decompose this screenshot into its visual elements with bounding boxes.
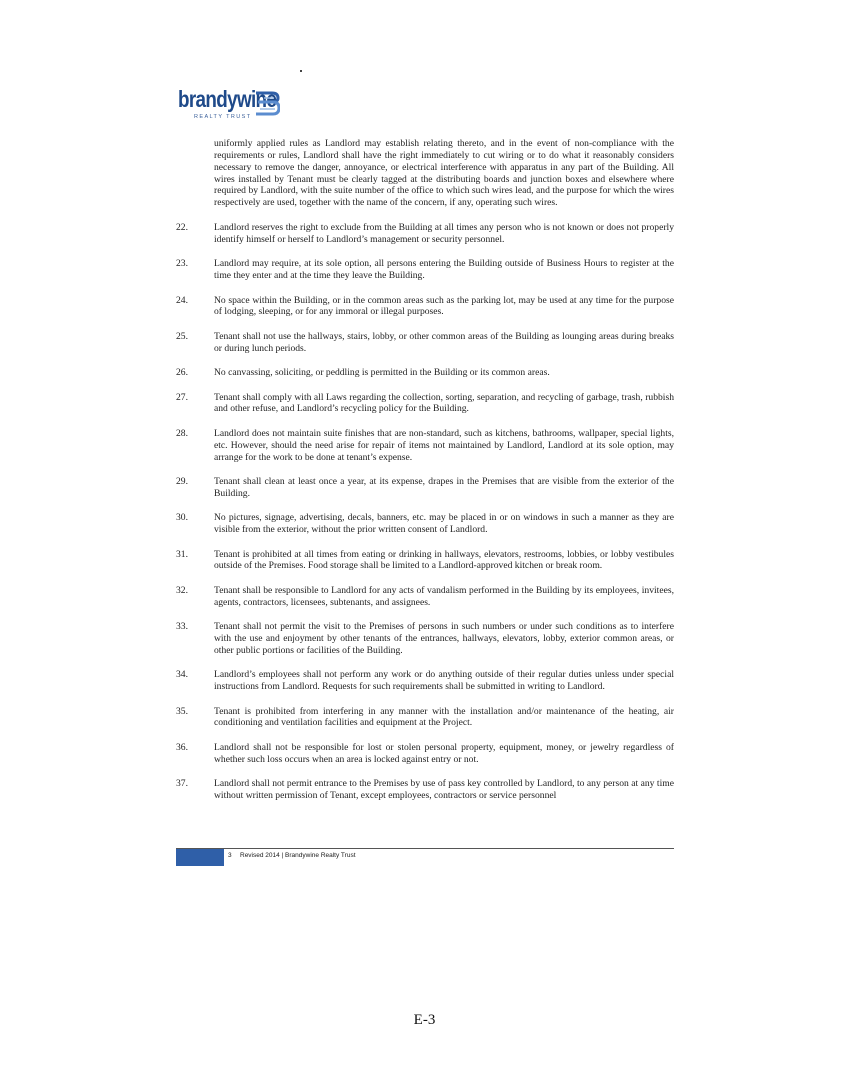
rule-number: 22. (176, 222, 188, 234)
rule-item (176, 549, 674, 573)
rule-text: No space within the Building, or in the common areas such as the parking lot, may be used at any time for the purpose of lodging, sleeping, or for any immoral or illegal purposes. (214, 294, 674, 318)
rule-text: Tenant shall not use the hallways, stairs, lobby, or other common areas of the Building as lounging areas during breaks or during lunch periods. (214, 330, 674, 354)
logo-wordmark: brandywine (178, 86, 277, 112)
rule-text: Landlord may require, at its sole option, all persons entering the Building outside of Business Hours to register at the time they enter and at the time they leave the Building. (214, 258, 674, 282)
rule-text: Tenant is prohibited from interfering in any manner with the installation and/or maintenance of the heating, air conditioning and ventilation facilities and equipment at the Project. (214, 705, 674, 729)
rule-item (176, 258, 674, 282)
rule-number: 26. (176, 367, 188, 379)
rule-text: Tenant shall be responsible to Landlord for any acts of vandalism performed in the Building by its employees, invitees, agents, contractors, licensees, subtenants, and assignees. (214, 584, 674, 608)
rule-number: 27. (176, 391, 188, 403)
rule-number: 36. (176, 741, 188, 753)
rule-item (176, 392, 674, 416)
rule-number: 28. (176, 427, 188, 439)
rule-text: No pictures, signage, advertising, decals, banners, etc. may be placed in or on windows in such a manner as they are visible from the exterior, without the prior written consent of Landlord. (214, 512, 674, 536)
footer-page-number: 3 (228, 852, 232, 859)
stray-mark (300, 70, 302, 72)
rule-text: Tenant shall comply with all Laws regarding the collection, sorting, separation, and recycling of garbage, trash, rubbish and other refuse, and Landlord’s recycling policy for the Building. (214, 391, 674, 415)
rule-text: Tenant shall not permit the visit to the Premises of persons in such numbers or under such conditions as to interfere with the use and enjoyment by other tenants of the entrances, hallways, elevators, lobby, exterior common areas, or other public portions or facilities of the Building. (214, 621, 674, 656)
rule-number: 35. (176, 705, 188, 717)
footer-text: Revised 2014 | Brandywine Realty Trust (240, 852, 356, 859)
rule-text: No canvassing, soliciting, or peddling is permitted in the Building or its common areas. (214, 367, 550, 379)
rules-list (176, 222, 674, 802)
rule-text: Tenant shall clean at least once a year, at its expense, drapes in the Premises that are visible from the exterior of the Building. (214, 476, 674, 499)
rule-number: 24. (176, 294, 188, 306)
rule-number: 29. (176, 476, 188, 488)
logo-tagline: REALTY TRUST (194, 114, 252, 120)
footer-divider (176, 848, 674, 849)
rule-number: 30. (176, 512, 188, 524)
rule-number: 34. (176, 669, 188, 681)
rule-text: Landlord reserves the right to exclude from the Building at all times any person who is not known or does not properly identify himself or herself to Landlord’s management or security personnel. (214, 222, 674, 245)
brandywine-logo (178, 86, 288, 130)
logo-swoosh-icon (254, 90, 280, 118)
rule-number: 31. (176, 548, 188, 560)
rule-item (176, 428, 674, 464)
rule-text: Landlord does not maintain suite finishes that are non-standard, such as kitchens, bathrooms, wallpaper, special lights, etc. However, should the need arise for repair of items not maintained by Landlord, Landlord at its sole option, may arrange for the work to be done at tenant’s expense. (214, 427, 674, 463)
rule-number: 37. (176, 778, 188, 790)
rule-text: Landlord shall not permit entrance to the Premises by use of pass key controlled by Landlord, to any person at any time without written permission of Tenant, except employees, contractors or service personnel (214, 778, 674, 801)
rule-number: 33. (176, 621, 188, 633)
page-label: E-3 (413, 1012, 436, 1028)
rule-item (176, 512, 674, 536)
rule-item (176, 476, 674, 500)
rule-text: Landlord’s employees shall not perform any work or do anything outside of their regular duties unless under special instructions from Landlord. Requests for such requirements shall be submitted in writing to Landlord. (214, 669, 674, 693)
rule-item (176, 295, 674, 319)
rule-item (176, 222, 674, 246)
rule-item (176, 331, 674, 355)
rule-item (176, 778, 674, 802)
rule-number: 23. (176, 258, 188, 270)
footer-accent-bar (176, 849, 224, 866)
rules-content (176, 138, 674, 814)
rule-item (176, 621, 674, 657)
rule-item (176, 742, 674, 766)
lead-paragraph: uniformly applied rules as Landlord may establish relating thereto, and in the event of non-compliance with the requirements or rules, Landlord shall have the right immediately to cut wiring or to do what it reasonably considers necessary to remove the danger, annoyance, or electrical interference with apparatus in any part of the Building. All wires installed by Tenant must be clearly tagged at the distributing boards and junction boxes and elsewhere where required by Landlord, with the suite number of the office to which such wires lead, and the purpose for which the wires respectively are used, together with the name of the concern, if any, operating such wires. (214, 138, 674, 209)
rule-item (176, 367, 674, 379)
rule-item (176, 585, 674, 609)
rule-text: Tenant is prohibited at all times from eating or drinking in hallways, elevators, restrooms, lobbies, or lobby vestibules outside of the Premises. Food storage shall be limited to a Landlord-approved kitchen or break room. (214, 548, 674, 572)
rule-number: 32. (176, 584, 188, 596)
rule-item (176, 706, 674, 730)
rule-item (176, 669, 674, 693)
rule-number: 25. (176, 330, 188, 342)
rule-text: Landlord shall not be responsible for lost or stolen personal property, equipment, money, or jewelry regardless of whether such loss occurs when an area is locked against entry or not. (214, 741, 674, 765)
